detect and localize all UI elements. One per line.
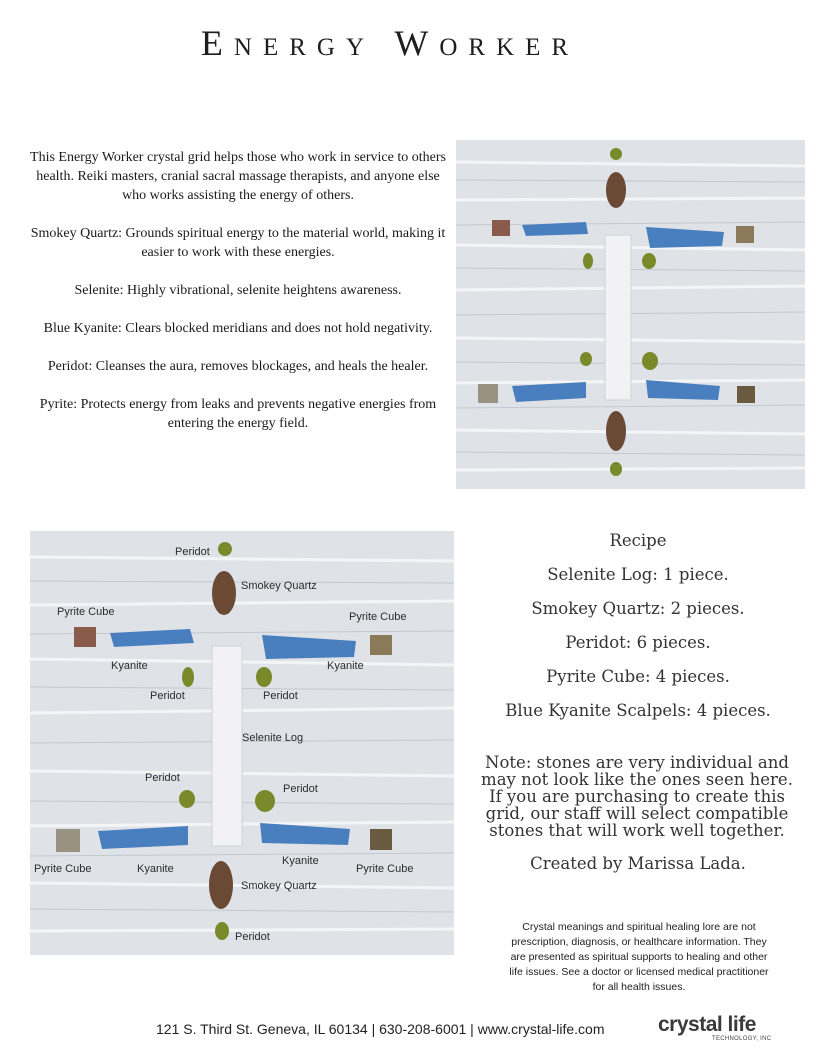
pyrite-meaning: Pyrite: Protects energy from leaks and prevents negative energies from entering the energy field. xyxy=(39,397,437,431)
smokey-quartz-meaning: Smokey Quartz: Grounds spiritual energy to the material world, making it easier to work with these energies. xyxy=(30,226,446,260)
recipe-item: Pyrite Cube: 4 pieces. xyxy=(546,667,730,686)
recipe xyxy=(472,528,804,732)
recipe-item: Smokey Quartz: 2 pieces. xyxy=(531,599,745,618)
label-kyanite-bl: Kyanite xyxy=(137,863,174,875)
logo-subtitle: TECHNOLOGY, INC xyxy=(712,1036,772,1042)
label-peridot-bottom: Peridot xyxy=(235,931,270,943)
label-pyrite-cube-tl: Pyrite Cube xyxy=(57,606,115,618)
footer-contact: 121 S. Third St. Geneva, IL 60134 | 630-208-6001 | www.crystal-life.com xyxy=(156,1021,605,1037)
recipe-item: Selenite Log: 1 piece. xyxy=(547,565,729,584)
label-peridot-ml: Peridot xyxy=(150,690,185,702)
recipe-note: Note: stones are very individual and may not look like the ones seen here. If you are purchasing to create this grid, our staff will select compatible stones that will work well together. xyxy=(481,753,793,840)
label-pyrite-cube-bl: Pyrite Cube xyxy=(34,863,92,875)
label-selenite-log: Selenite Log xyxy=(242,732,304,744)
kyanite-meaning: Blue Kyanite: Clears blocked meridians and does not hold negativity. xyxy=(43,321,433,336)
selenite-meaning: Selenite: Highly vibrational, selenite heightens awareness. xyxy=(74,283,402,298)
labeled-grid-photo xyxy=(30,531,454,955)
label-pyrite-cube-tr: Pyrite Cube xyxy=(349,611,407,623)
crystal-grid-photo xyxy=(456,140,805,489)
disclaimer: Crystal meanings and spiritual healing lore are not prescription, diagnosis, or healthcare information. They are presented as spiritual supports to healing and other life issues. See a doctor or licensed medical practitioner for all health issues. xyxy=(509,921,769,993)
label-smokey-quartz-top: Smokey Quartz xyxy=(241,580,317,592)
recipe-item: Peridot: 6 pieces. xyxy=(565,633,711,652)
logo-wordmark: crystal life xyxy=(658,1013,756,1036)
label-kyanite-br: Kyanite xyxy=(282,855,319,867)
label-peridot-top: Peridot xyxy=(175,546,210,558)
label-kyanite-tl: Kyanite xyxy=(111,660,148,672)
label-peridot-mr: Peridot xyxy=(263,690,298,702)
intro-text: This Energy Worker crystal grid helps those who work in service to others health. Reiki masters, cranial sacral massage therapists, and anyone else who works assisting the energy of others. xyxy=(30,150,446,203)
description xyxy=(28,148,448,452)
page-title: Energy Worker xyxy=(200,23,580,63)
label-peridot-br: Peridot xyxy=(283,783,318,795)
credit: Created by Marissa Lada. xyxy=(530,854,746,873)
label-smokey-quartz-bottom: Smokey Quartz xyxy=(241,880,317,892)
label-kyanite-tr: Kyanite xyxy=(327,660,364,672)
label-pyrite-cube-br: Pyrite Cube xyxy=(356,863,414,875)
peridot-meaning: Peridot: Cleanses the aura, removes blockages, and heals the healer. xyxy=(47,359,429,374)
crystal-life-logo xyxy=(658,1013,783,1045)
label-peridot-bl: Peridot xyxy=(145,772,180,784)
recipe-heading: Recipe xyxy=(609,531,667,550)
recipe-item: Blue Kyanite Scalpels: 4 pieces. xyxy=(505,701,771,720)
